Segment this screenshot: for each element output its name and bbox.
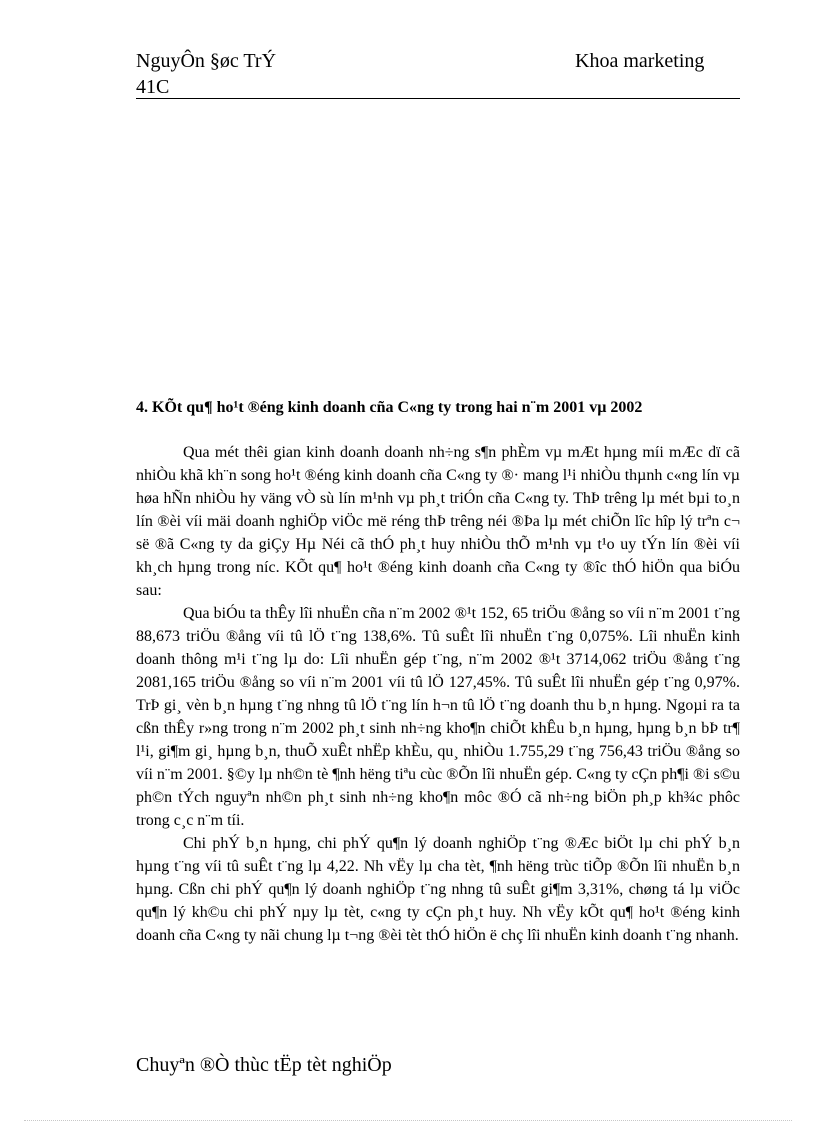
- class-code: 41C: [136, 76, 170, 98]
- paragraph: Chi phÝ b¸n hµng, chi phÝ qu¶n lý doanh nghiÖp t¨ng ®Æc biÖt lµ chi phÝ b¸n hµng t¨ng víi tû suÊt t¨ng lµ 4,22. Nh vËy lµ cha tèt, ¶nh hëng trùc tiÕp ®Õn lîi nhuËn b¸n hµng. Cßn chi phÝ qu¶n lý doanh nghiÖp t¨ng nhng tû suÊt gi¶m 3,31%, chøng tá lµ viÖc qu¶n lý kh©u chi phÝ nµy lµ tèt, c«ng ty cÇn ph¸t huy. Nh vËy kÕt qu¶ ho¹t ®éng kinh doanh cña C«ng ty nãi chung lµ t¬ng ®èi tèt thÓ hiÖn ë chç lîi nhuËn kinh doanh t¨ng nhanh.: [136, 835, 740, 944]
- header-faculty: Khoa marketing: [575, 50, 705, 72]
- footer-title: Chuyªn ®Ò thùc tËp tèt nghiÖp: [136, 1054, 392, 1076]
- page-bottom-border: [24, 1120, 792, 1121]
- body-text: [136, 441, 740, 947]
- author-name: NguyÔn §øc TrÝ: [136, 50, 277, 72]
- header-divider: [136, 98, 740, 99]
- section-heading: 4. KÕt qu¶ ho¹t ®éng kinh doanh cña C«ng ty trong hai n¨m 2001 vµ 2002: [136, 399, 643, 416]
- paragraph: Qua mét thêi gian kinh doanh doanh nh÷ng s¶n phÈm vµ mÆt hµng míi mÆc dï cã nhiÒu khã kh¨n song ho¹t ®éng kinh doanh cña C«ng ty ®· mang l¹i nhiÒu thµnh c«ng lín vµ høa hÑn nhiÒu hy väng vÒ sù lín m¹nh vµ ph¸t triÓn cña C«ng ty. ThÞ trêng lµ mét bµi to¸n lín ®èi víi mäi doanh nghiÖp viÖc më réng thÞ trêng néi ®Þa lµ mét chiÕn lîc hîp lý trªn c¬ së ®ã C«ng ty da giÇy Hµ Néi cã thÓ ph¸t huy nhiÒu thÕ m¹nh vµ t¹o uy tÝn lín ®èi víi kh¸ch hµng trong níc. KÕt qu¶ ho¹t ®éng kinh doanh cña C«ng ty ®îc thÓ hiÖn qua biÓu sau:: [136, 444, 740, 599]
- header-author: [136, 48, 276, 100]
- paragraph: Qua biÓu ta thÊy lîi nhuËn cña n¨m 2002 ®¹t 152, 65 triÖu ®ång so víi n¨m 2001 t¨ng 88,673 triÖu ®ång víi tû lÖ t¨ng 138,6%. Tû suÊt lîi nhuËn t¨ng 0,075%. Lîi nhuËn kinh doanh thông m¹i t¨ng lµ do: Lîi nhuËn gép t¨ng, n¨m 2002 ®¹t 3714,062 triÖu ®ång t¨ng 2081,165 triÖu ®ång so víi n¨m 2001 víi tû lÖ 127,45%. Tû suÊt lîi nhuËn gép t¨ng 0,97%. TrÞ gi¸ vèn b¸n hµng t¨ng nhng tû lÖ t¨ng lín h¬n tû lÖ t¨ng doanh thu b¸n hµng. Ngoµi ra ta cßn thÊy r»ng trong n¨m 2002 ph¸t sinh nh÷ng kho¶n chiÕt khÊu b¸n hµng, hµng b¸n bÞ tr¶ l¹i, gi¶m gi¸ hµng b¸n, thuÕ xuÊt nhËp khÈu, qu¸ nhiÒu 1.755,29 t¨ng 756,43 triÖu ®ång so víi n¨m 2001. §©y lµ nh©n tè ¶nh hëng tiªu cùc ®Õn lîi nhuËn gép. C«ng ty cÇn ph¶i ®i s©u ph©n tÝch nguyªn nh©n ph¸t sinh nh÷ng kho¶n môc ®Ó cã nh÷ng biÖn ph¸p kh¾c phôc trong c¸c n¨m tíi.: [136, 605, 740, 829]
